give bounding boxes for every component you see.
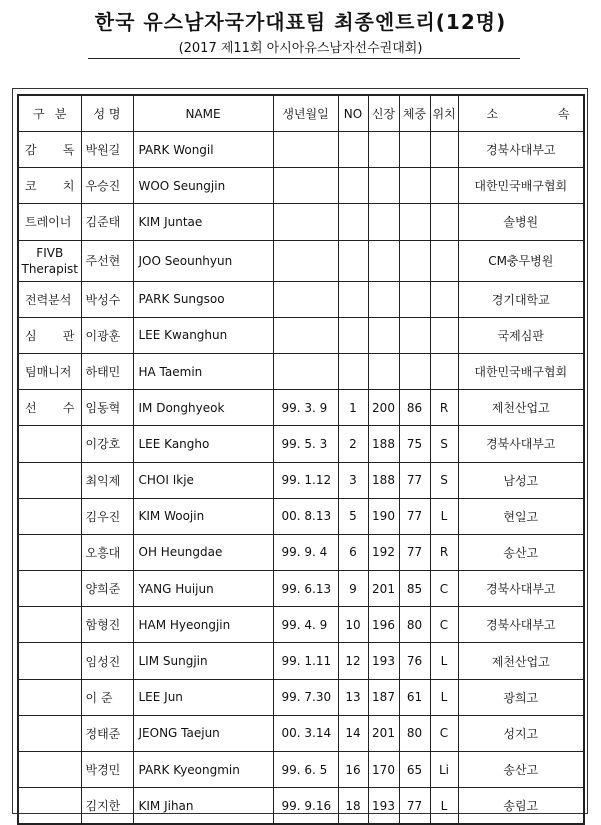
cell-height bbox=[368, 317, 399, 353]
cell-height: 190 bbox=[368, 498, 399, 534]
cell-name: LEE Jun bbox=[133, 679, 273, 715]
cell-no bbox=[338, 240, 368, 281]
col-header-no: NO bbox=[338, 95, 368, 132]
cell-height: 193 bbox=[368, 788, 399, 825]
cell-name: JEONG Taejun bbox=[133, 715, 273, 751]
cell-weight: 61 bbox=[399, 679, 430, 715]
cell-no bbox=[338, 353, 368, 389]
cell-no: 13 bbox=[338, 679, 368, 715]
cell-category: 트레이너 bbox=[18, 204, 81, 240]
col-header-height: 신장 bbox=[368, 95, 399, 132]
cell-weight bbox=[399, 204, 430, 240]
cell-dob: 99. 9.16 bbox=[273, 788, 338, 825]
cell-weight: 77 bbox=[399, 462, 430, 498]
cell-weight bbox=[399, 132, 430, 168]
cell-affiliation: 제천산업고 bbox=[458, 390, 584, 426]
col-header-category: 구 분 bbox=[18, 95, 81, 132]
cell-position bbox=[430, 281, 458, 317]
cell-weight bbox=[399, 240, 430, 281]
cell-dob: 99. 4. 9 bbox=[273, 607, 338, 643]
cell-korean-name: 주선현 bbox=[81, 240, 133, 281]
cell-korean-name: 정태준 bbox=[81, 715, 133, 751]
cell-category: 심 판 bbox=[18, 317, 81, 353]
col-header-position: 위치 bbox=[430, 95, 458, 132]
cell-position: C bbox=[430, 607, 458, 643]
cell-height: 193 bbox=[368, 643, 399, 679]
cell-category bbox=[18, 426, 81, 462]
cell-affiliation: 남성고 bbox=[458, 462, 584, 498]
cell-position: R bbox=[430, 390, 458, 426]
cell-category bbox=[18, 715, 81, 751]
cell-affiliation: 대한민국배구협회 bbox=[458, 353, 584, 389]
cell-affiliation: 대한민국배구협회 bbox=[458, 168, 584, 204]
cell-affiliation: 경기대학교 bbox=[458, 281, 584, 317]
cell-no bbox=[338, 168, 368, 204]
cell-name: HA Taemin bbox=[133, 353, 273, 389]
cell-position bbox=[430, 168, 458, 204]
cell-height: 196 bbox=[368, 607, 399, 643]
cell-name: PARK Wongil bbox=[133, 132, 273, 168]
cell-name: WOO Seungjin bbox=[133, 168, 273, 204]
cell-name: PARK Kyeongmin bbox=[133, 752, 273, 788]
cell-weight: 85 bbox=[399, 571, 430, 607]
col-header-korean-name: 성 명 bbox=[81, 95, 133, 132]
cell-no: 6 bbox=[338, 534, 368, 570]
cell-no: 2 bbox=[338, 426, 368, 462]
table-row bbox=[18, 426, 584, 462]
table-row bbox=[18, 752, 584, 788]
cell-affiliation: 제천산업고 bbox=[458, 643, 584, 679]
cell-no: 12 bbox=[338, 643, 368, 679]
col-header-affiliation: 소 속 bbox=[458, 95, 584, 132]
cell-no bbox=[338, 204, 368, 240]
cell-dob: 99. 7.30 bbox=[273, 679, 338, 715]
cell-position bbox=[430, 240, 458, 281]
cell-no: 9 bbox=[338, 571, 368, 607]
cell-dob: 00. 3.14 bbox=[273, 715, 338, 751]
cell-weight: 76 bbox=[399, 643, 430, 679]
cell-dob bbox=[273, 240, 338, 281]
cell-korean-name: 김지한 bbox=[81, 788, 133, 825]
cell-name: KIM Jihan bbox=[133, 788, 273, 825]
cell-height bbox=[368, 240, 399, 281]
cell-affiliation: 경북사대부고 bbox=[458, 426, 584, 462]
cell-no: 1 bbox=[338, 390, 368, 426]
cell-weight: 77 bbox=[399, 788, 430, 825]
cell-weight: 75 bbox=[399, 426, 430, 462]
cell-affiliation: 현일고 bbox=[458, 498, 584, 534]
cell-height: 170 bbox=[368, 752, 399, 788]
cell-height bbox=[368, 132, 399, 168]
table-row bbox=[18, 498, 584, 534]
cell-dob: 99. 5. 3 bbox=[273, 426, 338, 462]
cell-category: FIVB Therapist bbox=[18, 240, 81, 281]
cell-affiliation: 경북사대부고 bbox=[458, 607, 584, 643]
cell-weight: 65 bbox=[399, 752, 430, 788]
col-header-name: NAME bbox=[133, 95, 273, 132]
cell-affiliation: 경북사대부고 bbox=[458, 571, 584, 607]
cell-position bbox=[430, 353, 458, 389]
cell-position: C bbox=[430, 715, 458, 751]
cell-position: S bbox=[430, 426, 458, 462]
table-row bbox=[18, 679, 584, 715]
cell-korean-name: 함형진 bbox=[81, 607, 133, 643]
cell-name: OH Heungdae bbox=[133, 534, 273, 570]
cell-korean-name: 오흥대 bbox=[81, 534, 133, 570]
cell-dob: 99. 9. 4 bbox=[273, 534, 338, 570]
cell-category bbox=[18, 752, 81, 788]
cell-weight: 80 bbox=[399, 715, 430, 751]
cell-no: 14 bbox=[338, 715, 368, 751]
cell-no: 3 bbox=[338, 462, 368, 498]
cell-position: Li bbox=[430, 752, 458, 788]
cell-affiliation: 경북사대부고 bbox=[458, 132, 584, 168]
cell-weight bbox=[399, 353, 430, 389]
table-row bbox=[18, 534, 584, 570]
cell-category: 코 치 bbox=[18, 168, 81, 204]
cell-affiliation: 송림고 bbox=[458, 788, 584, 825]
cell-affiliation: CM충무병원 bbox=[458, 240, 584, 281]
table-row bbox=[18, 390, 584, 426]
cell-weight: 77 bbox=[399, 498, 430, 534]
title-underline bbox=[88, 58, 520, 59]
cell-korean-name: 박성수 bbox=[81, 281, 133, 317]
cell-name: YANG Huijun bbox=[133, 571, 273, 607]
cell-weight: 77 bbox=[399, 534, 430, 570]
cell-dob bbox=[273, 204, 338, 240]
cell-position: L bbox=[430, 788, 458, 825]
cell-weight: 86 bbox=[399, 390, 430, 426]
cell-korean-name: 이광훈 bbox=[81, 317, 133, 353]
cell-height bbox=[368, 204, 399, 240]
cell-korean-name: 양희준 bbox=[81, 571, 133, 607]
cell-no bbox=[338, 132, 368, 168]
cell-height: 188 bbox=[368, 462, 399, 498]
cell-category bbox=[18, 498, 81, 534]
cell-affiliation: 성지고 bbox=[458, 715, 584, 751]
cell-category bbox=[18, 643, 81, 679]
cell-no: 18 bbox=[338, 788, 368, 825]
cell-dob: 99. 1.12 bbox=[273, 462, 338, 498]
cell-korean-name: 박원길 bbox=[81, 132, 133, 168]
cell-no: 16 bbox=[338, 752, 368, 788]
cell-dob bbox=[273, 317, 338, 353]
cell-position bbox=[430, 317, 458, 353]
table-row bbox=[18, 607, 584, 643]
cell-korean-name: 우승진 bbox=[81, 168, 133, 204]
table-row bbox=[18, 281, 584, 317]
cell-position: L bbox=[430, 643, 458, 679]
cell-korean-name: 김준태 bbox=[81, 204, 133, 240]
cell-weight bbox=[399, 281, 430, 317]
cell-category: 전력분석 bbox=[18, 281, 81, 317]
cell-name: LEE Kangho bbox=[133, 426, 273, 462]
cell-weight bbox=[399, 317, 430, 353]
entry-table bbox=[17, 94, 598, 825]
cell-dob: 99. 3. 9 bbox=[273, 390, 338, 426]
cell-position bbox=[430, 204, 458, 240]
cell-name: LEE Kwanghun bbox=[133, 317, 273, 353]
cell-korean-name: 최익제 bbox=[81, 462, 133, 498]
cell-korean-name: 이강호 bbox=[81, 426, 133, 462]
cell-dob: 99. 6.13 bbox=[273, 571, 338, 607]
cell-height: 192 bbox=[368, 534, 399, 570]
cell-korean-name: 김우진 bbox=[81, 498, 133, 534]
cell-dob: 99. 1.11 bbox=[273, 643, 338, 679]
table-row bbox=[18, 240, 584, 281]
cell-dob bbox=[273, 353, 338, 389]
cell-affiliation: 국제심판 bbox=[458, 317, 584, 353]
cell-category bbox=[18, 571, 81, 607]
cell-height: 187 bbox=[368, 679, 399, 715]
cell-korean-name: 임동혁 bbox=[81, 390, 133, 426]
cell-position bbox=[430, 132, 458, 168]
cell-name: LIM Sungjin bbox=[133, 643, 273, 679]
cell-height: 188 bbox=[368, 426, 399, 462]
table-row bbox=[18, 353, 584, 389]
table-row bbox=[18, 462, 584, 498]
cell-dob bbox=[273, 281, 338, 317]
cell-height: 201 bbox=[368, 715, 399, 751]
cell-position: L bbox=[430, 498, 458, 534]
cell-position: R bbox=[430, 534, 458, 570]
cell-name: HAM Hyeongjin bbox=[133, 607, 273, 643]
cell-category bbox=[18, 462, 81, 498]
cell-dob: 00. 8.13 bbox=[273, 498, 338, 534]
col-header-dob: 생년월일 bbox=[273, 95, 338, 132]
cell-height: 200 bbox=[368, 390, 399, 426]
cell-korean-name: 박경민 bbox=[81, 752, 133, 788]
table-row bbox=[18, 168, 584, 204]
cell-height bbox=[368, 168, 399, 204]
cell-no: 10 bbox=[338, 607, 368, 643]
cell-name: IM Donghyeok bbox=[133, 390, 273, 426]
table-header-row bbox=[18, 95, 584, 132]
cell-affiliation: 광희고 bbox=[458, 679, 584, 715]
cell-category: 선 수 bbox=[18, 390, 81, 426]
cell-name: KIM Woojin bbox=[133, 498, 273, 534]
cell-dob bbox=[273, 168, 338, 204]
cell-category: 감 독 bbox=[18, 132, 81, 168]
table-row bbox=[18, 132, 584, 168]
col-header-weight: 체중 bbox=[399, 95, 430, 132]
table-row bbox=[18, 715, 584, 751]
cell-no bbox=[338, 281, 368, 317]
cell-affiliation: 송산고 bbox=[458, 534, 584, 570]
cell-dob bbox=[273, 132, 338, 168]
cell-position: S bbox=[430, 462, 458, 498]
cell-category bbox=[18, 534, 81, 570]
cell-korean-name: 하태민 bbox=[81, 353, 133, 389]
cell-name: CHOI Ikje bbox=[133, 462, 273, 498]
cell-affiliation: 솔병원 bbox=[458, 204, 584, 240]
cell-name: JOO Seounhyun bbox=[133, 240, 273, 281]
page-title: 한국 유스남자국가대표팀 최종엔트리(12명) bbox=[94, 10, 507, 34]
table-row bbox=[18, 571, 584, 607]
table-row bbox=[18, 204, 584, 240]
cell-position: C bbox=[430, 571, 458, 607]
cell-dob: 99. 6. 5 bbox=[273, 752, 338, 788]
cell-no bbox=[338, 317, 368, 353]
cell-no: 5 bbox=[338, 498, 368, 534]
table-row bbox=[18, 643, 584, 679]
cell-height bbox=[368, 353, 399, 389]
cell-height bbox=[368, 281, 399, 317]
page-subtitle: (2017 제11회 아시아유스남자선수권대회) bbox=[178, 41, 423, 56]
cell-name: KIM Juntae bbox=[133, 204, 273, 240]
table-row bbox=[18, 317, 584, 353]
cell-name: PARK Sungsoo bbox=[133, 281, 273, 317]
cell-affiliation: 송산고 bbox=[458, 752, 584, 788]
cell-category bbox=[18, 607, 81, 643]
cell-weight: 80 bbox=[399, 607, 430, 643]
cell-height: 201 bbox=[368, 571, 399, 607]
cell-category: 팀매니저 bbox=[18, 353, 81, 389]
cell-category bbox=[18, 788, 81, 825]
cell-category bbox=[18, 679, 81, 715]
cell-korean-name: 이 준 bbox=[81, 679, 133, 715]
table-row bbox=[18, 788, 584, 825]
cell-korean-name: 임성진 bbox=[81, 643, 133, 679]
cell-position: L bbox=[430, 679, 458, 715]
cell-weight bbox=[399, 168, 430, 204]
